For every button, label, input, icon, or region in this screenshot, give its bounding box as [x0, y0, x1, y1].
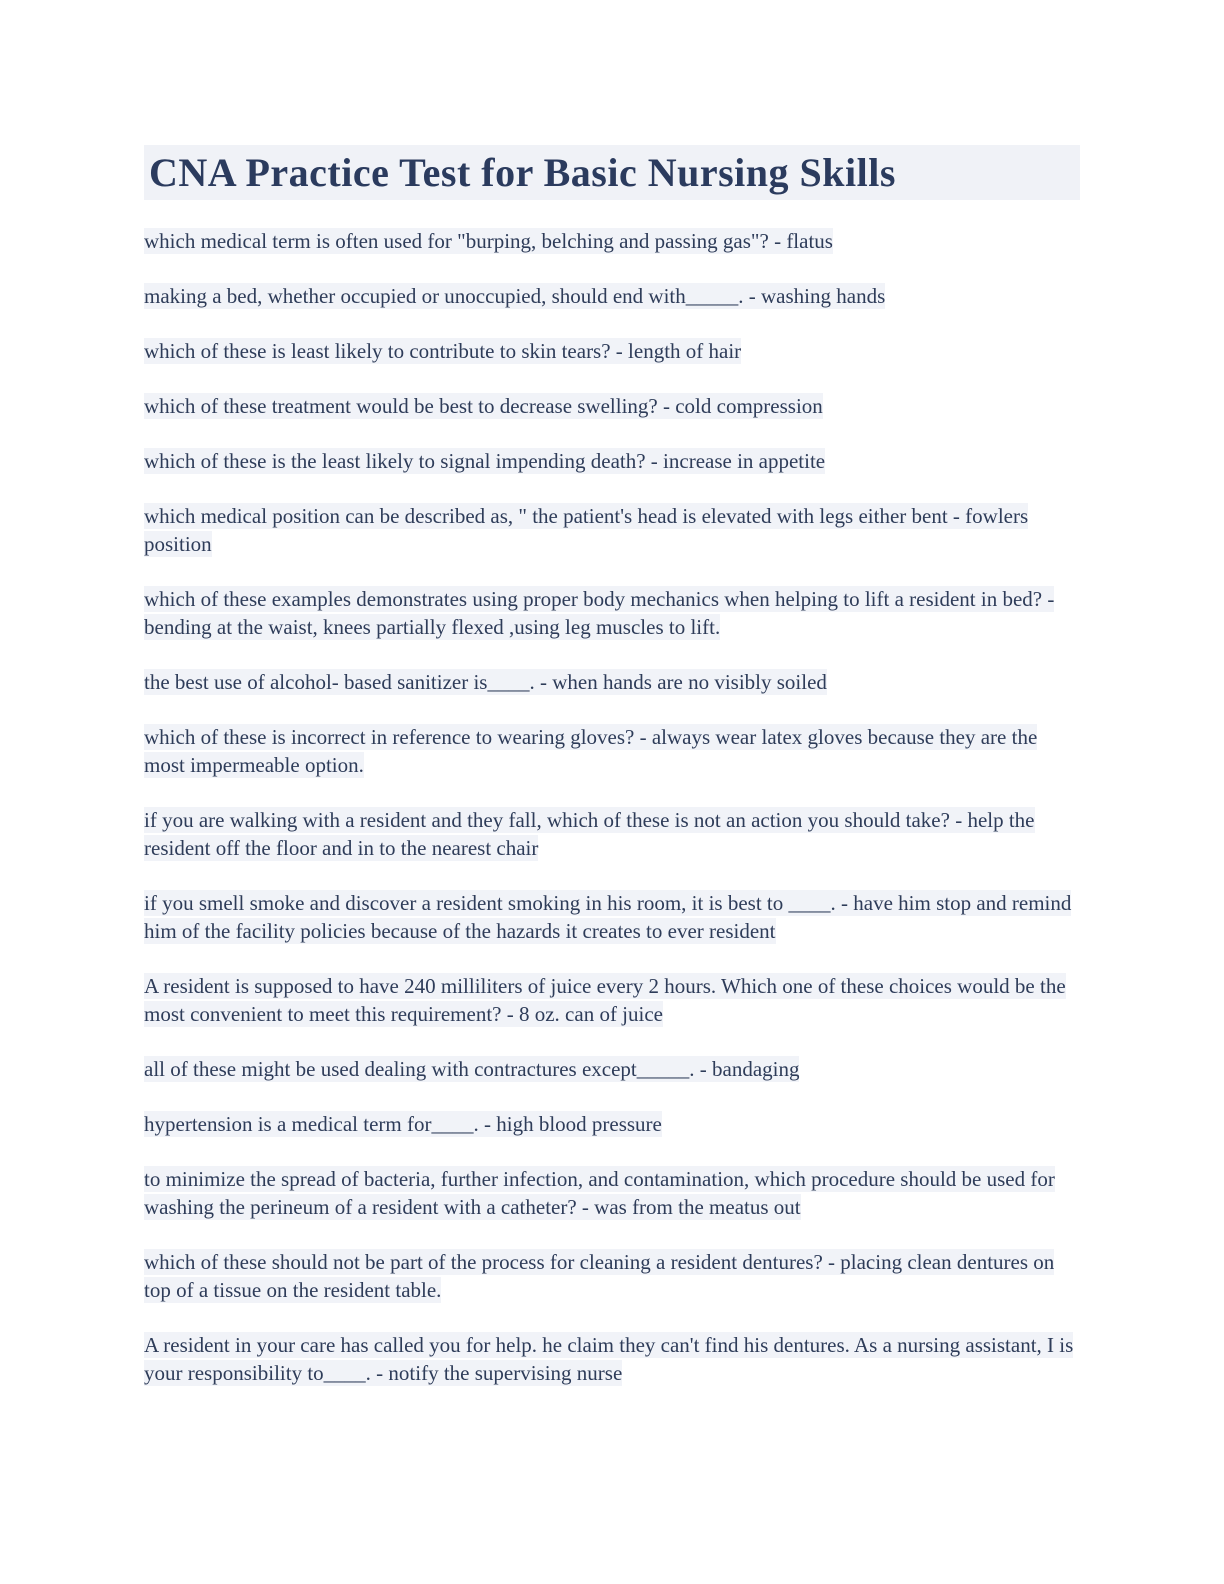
qa-highlight: A resident is supposed to have 240 milliliters of juice every 2 hours. Which one of these choices would be the most convenient to meet this requirement? - 8 oz. can of juice	[144, 974, 1066, 1026]
qa-item	[144, 392, 1080, 420]
qa-item	[144, 337, 1080, 365]
qa-item	[144, 502, 1080, 558]
qa-highlight: making a bed, whether occupied or unoccupied, should end with_____. - washing hands	[144, 284, 886, 308]
qa-item	[144, 1248, 1080, 1304]
qa-highlight: to minimize the spread of bacteria, further infection, and contamination, which procedure should be used for washing the perineum of a resident with a catheter? - was from the meatus out	[144, 1167, 1055, 1219]
qa-item	[144, 668, 1080, 696]
qa-highlight: if you are walking with a resident and they fall, which of these is not an action you should take? - help the resident off the floor and in to the nearest chair	[144, 808, 1035, 860]
qa-item	[144, 447, 1080, 475]
qa-item	[144, 806, 1080, 862]
qa-highlight: which of these examples demonstrates using proper body mechanics when helping to lift a resident in bed? - bending at the waist, knees partially flexed ,using leg muscles to lift.	[144, 587, 1055, 639]
qa-item	[144, 972, 1080, 1028]
qa-item	[144, 227, 1080, 255]
qa-item	[144, 1331, 1080, 1387]
qa-item	[144, 585, 1080, 641]
page-title: CNA Practice Test for Basic Nursing Skills	[144, 145, 1080, 200]
qa-highlight: which of these treatment would be best to decrease swelling? - cold compression	[144, 394, 823, 418]
qa-highlight: all of these might be used dealing with contractures except_____. - bandaging	[144, 1057, 800, 1081]
qa-item	[144, 1055, 1080, 1083]
qa-item	[144, 1165, 1080, 1221]
qa-highlight: which medical position can be described as, " the patient's head is elevated with legs either bent - fowlers position	[144, 504, 1029, 556]
qa-item	[144, 282, 1080, 310]
qa-highlight: which medical term is often used for "burping, belching and passing gas"? - flatus	[144, 229, 833, 253]
qa-highlight: if you smell smoke and discover a resident smoking in his room, it is best to ____. - have him stop and remind him of the facility policies because of the hazards it creates to ever resident	[144, 891, 1072, 943]
qa-list	[144, 227, 1080, 1387]
qa-highlight: which of these is least likely to contribute to skin tears? - length of hair	[144, 339, 742, 363]
qa-item	[144, 1110, 1080, 1138]
qa-item	[144, 723, 1080, 779]
qa-item	[144, 889, 1080, 945]
qa-highlight: hypertension is a medical term for____. - high blood pressure	[144, 1112, 662, 1136]
qa-highlight: which of these should not be part of the process for cleaning a resident dentures? - placing clean dentures on top of a tissue on the resident table.	[144, 1250, 1055, 1302]
qa-highlight: A resident in your care has called you for help. he claim they can't find his dentures. As a nursing assistant, I is your responsibility to____. - notify the supervising nurse	[144, 1333, 1074, 1385]
qa-highlight: which of these is incorrect in reference to wearing gloves? - always wear latex gloves because they are the most impermeable option.	[144, 725, 1038, 777]
qa-highlight: the best use of alcohol- based sanitizer is____. - when hands are no visibly soiled	[144, 670, 827, 694]
qa-highlight: which of these is the least likely to signal impending death? - increase in appetite	[144, 449, 826, 473]
